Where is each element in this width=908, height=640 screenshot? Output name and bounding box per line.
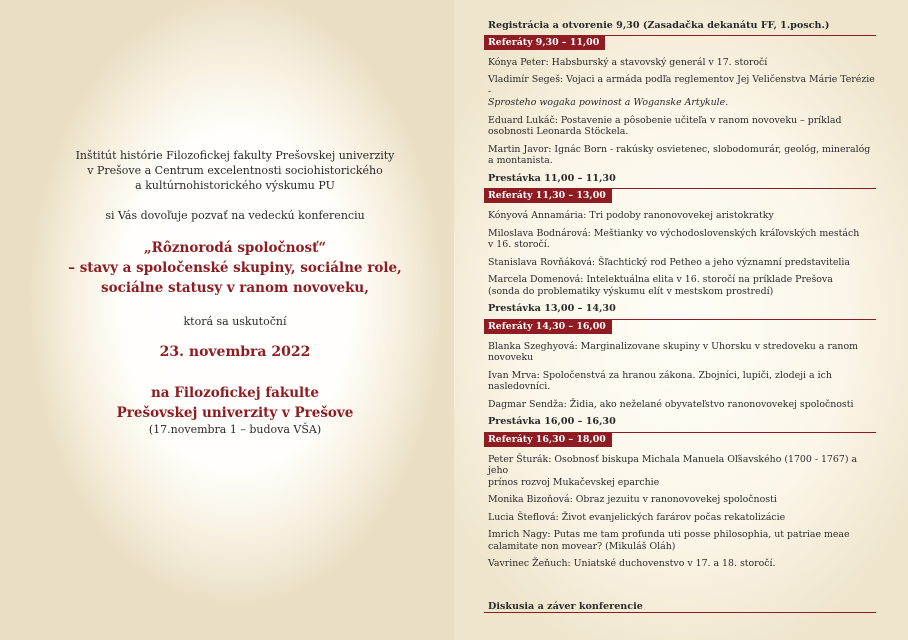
talk-item	[488, 512, 876, 524]
talk-item	[488, 494, 876, 506]
session-badge: Referáty 11,30 – 13,00	[484, 189, 612, 203]
talk-text: calamitate non movear? (Mikuláš Oláh)	[488, 540, 676, 552]
title-line: – stavy a spoločenské skupiny, sociálne role,	[68, 260, 402, 276]
break-label: Prestávka 13,00 – 14,30	[488, 303, 616, 314]
invitation-text	[40, 148, 430, 437]
session-header	[484, 319, 876, 335]
talk-item	[488, 210, 876, 222]
talk-text: Vladimír Segeš: Vojaci a armáda podľa reglementov Jej Veličenstva Márie Terézie -	[488, 74, 875, 97]
talk-item	[488, 257, 876, 269]
talk-item	[488, 57, 876, 69]
talk-text: (sonda do problematiky výskumu elít v mestskom prostredí)	[488, 285, 774, 297]
conference-venue	[40, 383, 430, 423]
talk-text: a montanista.	[488, 155, 553, 166]
talk-text: Martin Javor: Ignác Born - rakúsky osvietenec, slobodomurár, geológ, mineralóg	[488, 143, 871, 155]
institute-line: a kultúrnohistorického výskumu PU	[135, 179, 335, 192]
talk-text: Marcela Domenová: Intelektuálna elita v 16. storočí na príklade Prešova	[488, 274, 833, 285]
talk-item	[488, 399, 876, 411]
talk-item	[488, 529, 876, 552]
talk-item	[488, 341, 876, 364]
talk-text: Kónyová Annamária: Tri podoby ranonovovekej aristokratky	[488, 210, 774, 221]
talk-item	[488, 454, 876, 489]
institute-line: v Prešove a Centrum excelentnosti sociohistorického	[87, 164, 383, 177]
title-line: sociálne statusy v ranom novoveku,	[101, 280, 369, 296]
session-badge: Referáty 16,30 – 18,00	[484, 433, 612, 447]
session-badge: Referáty 14,30 – 16,00	[484, 320, 612, 334]
talk-text: Imrich Nagy: Putas me tam profunda uti posse philosophia, ut patriae meae	[488, 529, 850, 540]
talk-text: Stanislava Rovňáková: Šľachtický rod Petheo a jeho významní predstavitelia	[488, 256, 850, 268]
talk-item	[488, 74, 876, 109]
talk-note-suffix: .	[725, 97, 729, 108]
registration-line: Registrácia a otvorenie 9,30 (Zasadačka dekanátu FF, 1.posch.)	[488, 20, 830, 31]
talk-text: osobnosti Leonarda Stöckela.	[488, 126, 629, 137]
talk-text: Peter Šturák: Osobnosť biskupa Michala Manuela Oľšavského (1700 - 1767) a jeho	[488, 453, 858, 476]
venue-address: (17.novembra 1 – budova VŠA)	[148, 423, 322, 436]
conference-date: 23. novembra 2022	[159, 344, 311, 360]
institute-line: Inštitút histórie Filozofickej fakulty Prešovskej univerzity	[75, 149, 395, 162]
closing-line: Diskusia a záver konferencie	[488, 601, 643, 612]
talk-text: Dagmar Sendža: Židia, ako neželané obyvateľstvo ranonovovekej spoločnosti	[488, 398, 854, 410]
talk-item	[488, 228, 876, 251]
talk-text: Ivan Mrva: Spoločenstvá za hranou zákona. Zbojníci, lupiči, zlodeji a ich	[488, 369, 832, 381]
program-list	[484, 20, 876, 576]
break-label: Prestávka 16,00 – 16,30	[488, 416, 616, 427]
session-header	[484, 188, 876, 204]
talk-text: nasledovníci.	[488, 381, 551, 392]
talk-text: Eduard Lukáč: Postavenie a pôsobenie učiteľa v ranom novoveku – príklad	[488, 114, 842, 126]
talk-text: Vavrinec Žeňuch: Uniatské duchovenstvo v 17. a 18. storočí.	[488, 558, 776, 569]
venue-line: Prešovskej univerzity v Prešove	[116, 405, 354, 421]
session-header	[484, 432, 876, 448]
break-label: Prestávka 11,00 – 11,30	[488, 172, 616, 184]
closing-divider	[484, 612, 876, 613]
venue-line: na Filozofickej fakulte	[150, 385, 320, 401]
conference-title	[40, 238, 430, 298]
takes-place-text: ktorá sa uskutoční	[183, 315, 287, 328]
talk-item	[488, 370, 876, 393]
session-header	[484, 35, 876, 51]
talk-text: Lucia Šteflová: Život evanjelických farárov počas rekatolizácie	[488, 511, 786, 523]
talk-text: Blanka Szeghyová: Marginalizovane skupiny v Uhorsku v stredoveku a ranom	[488, 340, 858, 352]
invite-text: si Vás dovoľuje pozvať na vedeckú konferenciu	[105, 209, 365, 222]
talk-text: Miloslava Bodnárová: Meštianky vo východoslovenských kráľovských mestách	[488, 227, 860, 239]
talk-text: Kónya Peter: Habsburský a stavovský generál v 17. storočí	[488, 56, 768, 68]
talk-note: Sprosteho wogaka powinost a Woganske Artykule	[488, 97, 726, 108]
talk-text: Monika Bizoňová: Obraz jezuitu v ranonovovekej spoločnosti	[488, 494, 777, 505]
talk-text: novoveku	[488, 352, 534, 363]
title-line: „Rôznorodá spoločnosť“	[143, 240, 327, 256]
talk-item	[488, 115, 876, 138]
talk-item	[488, 144, 876, 167]
talk-text: prínos rozvoj Mukačevskej eparchie	[488, 476, 660, 488]
institute-name	[40, 148, 430, 193]
talk-item	[488, 274, 876, 297]
talk-item	[488, 558, 876, 570]
session-badge: Referáty 9,30 – 11,00	[484, 36, 605, 50]
talk-text: v 16. storočí.	[488, 239, 550, 250]
